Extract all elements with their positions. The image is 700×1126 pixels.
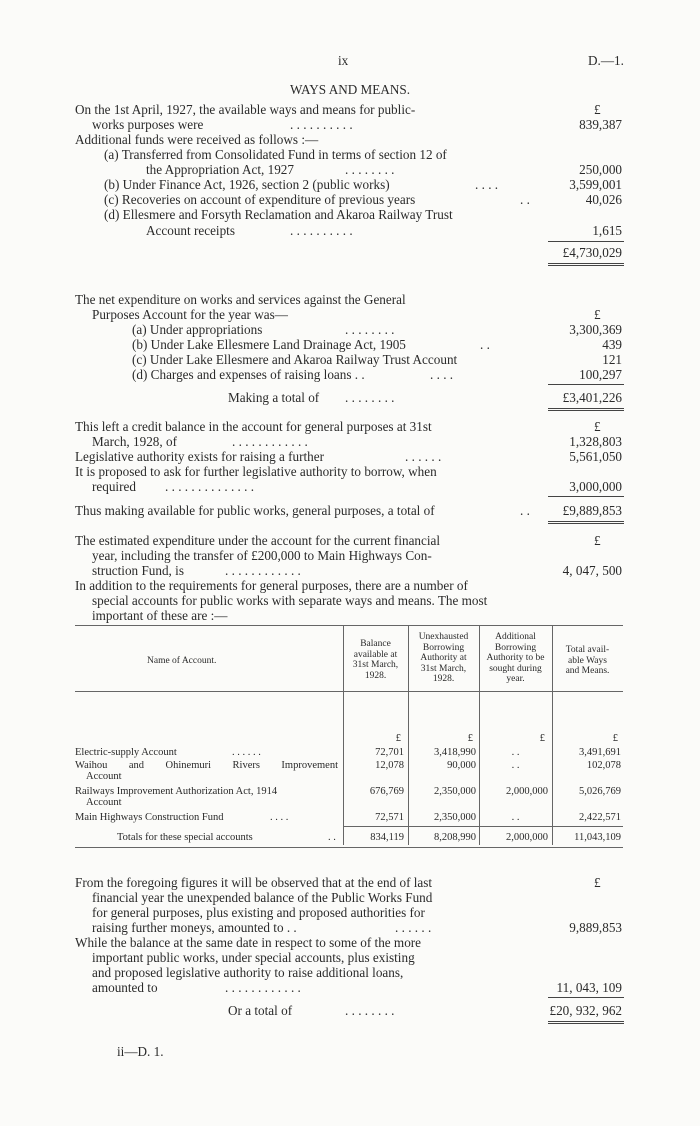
s4-line5: special accounts for public works with separate ways and means. The most [92,593,488,608]
s5-total-leader: . . . . . . . . [345,1003,395,1018]
header-total [552,645,623,677]
currency-unexhausted: £ [467,733,473,744]
s5-line6: important public works, under special accounts, plus existing [92,950,415,965]
s1-line3: Additional funds were received as follows :— [75,132,319,147]
header-balance-l1: Balance [360,639,391,649]
s2-total-label: Making a total of [228,390,320,405]
s2-total: £3,401,226 [562,390,622,405]
page-number: ix [338,53,349,68]
header-unexhausted-l4: 31st March, [420,663,467,674]
s1-item-a-line1: (a) Transferred from Consolidated Fund in terms of section 12 of [104,147,447,162]
s3-line5: required [92,479,136,494]
s2-currency: £ [594,307,601,322]
table-row-balance: 72,701 [375,747,404,758]
s2-total-leader: . . . . . . . . [345,390,395,405]
s1-item-c: (c) Recoveries on account of expenditure of previous years [104,192,416,207]
table-row-additional: . . [511,812,520,823]
s5-grand-total: £20, 932, 962 [549,1003,622,1018]
table-totals-label: Totals for these special accounts [117,832,253,843]
header-balance [343,639,408,681]
s2-line2: Purposes Account for the year was— [92,307,288,322]
s1-line2: works purposes were [92,117,204,132]
s4-line3-leader: . . . . . . . . . . . . [225,563,301,578]
s2-item-a-leader: . . . . . . . . [345,322,395,337]
s1-double-rule [548,263,624,266]
table-row-total: 5,026,769 [579,786,621,797]
header-total-l3: and Means. [565,666,610,676]
s2-item-b-amount: 439 [602,337,622,352]
table-row-unexhausted: 3,418,990 [434,747,476,758]
table-row-additional: . . [511,747,520,758]
table-row-total: 2,422,571 [579,812,621,823]
s3-line2: March, 1928, of [92,434,177,449]
s3-line2-leader: . . . . . . . . . . . . [232,434,308,449]
s1-opening-amount: 839,387 [579,117,622,132]
header-unexhausted [408,632,479,685]
s1-total: £4,730,029 [562,245,622,260]
s5-line3: for general purposes, plus existing and proposed authorities for [92,905,425,920]
s1-item-b: (b) Under Finance Act, 1926, section 2 (public works) [104,177,390,192]
s1-item-a-leader: . . . . . . . . [345,162,395,177]
table-row-name: Main Highways Construction Fund [75,812,224,823]
header-additional-l4: sought during [489,663,542,674]
s1-currency: £ [594,102,601,117]
page-title: WAYS AND MEANS. [289,82,411,97]
s5-general-amount: 9,889,853 [569,920,622,935]
table-row-leader: . . . . [270,812,289,823]
header-total-l2: able Ways [568,655,607,666]
header-additional-l2: Borrowing [494,642,537,653]
table-bottom-rule [75,847,623,848]
s5-line4: raising further moneys, amounted to . . [92,920,297,935]
s3-credit-balance-amount: 1,328,803 [569,434,622,449]
s2-item-d: (d) Charges and expenses of raising loans . . [132,367,365,382]
header-unexhausted-l5: 1928. [432,674,455,684]
header-total-l1: Total avail- [565,645,610,655]
s3-total-leader: . . [520,503,530,518]
header-additional-l5: year. [506,674,525,684]
s2-double-rule [548,408,624,411]
s5-total-label: Or a total of [228,1003,293,1018]
table-row-additional: 2,000,000 [506,786,548,797]
table-totals-additional: 2,000,000 [506,832,548,843]
table-row-balance: 72,571 [375,812,404,823]
s3-rule [548,496,624,497]
s1-item-d-line2: Account receipts [146,223,235,238]
s4-line4: In addition to the requirements for general purposes, there are a number of [75,578,468,593]
s1-item-c-leader: . . [520,192,530,207]
s2-item-b: (b) Under Lake Ellesmere Land Drainage Act, 1905 [132,337,406,352]
s3-line4: It is proposed to ask for further legislative authority to borrow, when [75,464,437,479]
table-totals-balance: 834,119 [370,832,404,843]
s1-item-d-amount: 1,615 [592,223,622,238]
s2-item-b-leader: . . [480,337,490,352]
table-row-name: Electric-supply Account [75,747,177,758]
table-row-leader: . . . . . . [232,747,261,758]
s5-currency: £ [594,875,601,890]
table-row-name-cont: Account [86,771,122,782]
table-row-total: 3,491,691 [579,747,621,758]
currency-total: £ [612,733,618,744]
s2-rule [548,384,624,385]
footer-signature-mark: ii—D. 1. [117,1044,164,1059]
s1-item-c-amount: 40,026 [585,192,622,207]
s1-item-a-line2: the Appropriation Act, 1927 [146,162,294,177]
table-row-name-cont: Account [86,797,122,808]
s3-currency: £ [594,419,601,434]
s5-line5: While the balance at the same date in respect to some of the more [75,935,422,950]
table-totals-leader: . . [328,832,336,843]
s5-line1: From the foregoing figures it will be observed that at the end of last [75,875,433,890]
s2-item-c-amount: 121 [602,352,622,367]
header-name: Name of Account. [147,656,217,666]
s4-line2: year, including the transfer of £200,000 to Main Highways Con- [92,548,432,563]
header-balance-l4: 1928. [364,670,387,681]
table-row-unexhausted: 2,350,000 [434,812,476,823]
s3-authority-amount: 5,561,050 [569,449,622,464]
s4-currency: £ [594,533,601,548]
s1-item-d-line1: (d) Ellesmere and Forsyth Reclamation and Akaroa Railway Trust [104,207,453,222]
s1-item-b-amount: 3,599,001 [569,177,622,192]
s1-item-d-leader: . . . . . . . . . . [290,223,353,238]
document-reference: D.—1. [588,53,624,68]
table-row-additional: . . [511,760,520,771]
s1-item-b-leader: . . . . [475,177,499,192]
table-header-rule [75,691,623,692]
s3-double-rule [548,521,624,524]
table-row-balance: 676,769 [369,786,404,797]
s3-line1: This left a credit balance in the account for general purposes at 31st [75,419,432,434]
s2-item-d-leader: . . . . [430,367,454,382]
header-unexhausted-l1: Unexhausted [418,632,469,642]
table-row-balance: 12,078 [375,760,404,771]
s2-item-a-amount: 3,300,369 [569,322,622,337]
s1-item-a-amount: 250,000 [579,162,622,177]
header-balance-l2: available at [353,649,398,660]
s2-item-d-amount: 100,297 [579,367,622,382]
header-additional [479,632,552,685]
s2-item-a: (a) Under appropriations [132,322,263,337]
table-row-total: 102,078 [586,760,621,771]
s3-line3-leader: . . . . . . [405,449,442,464]
s1-line1: On the 1st April, 1927, the available ways and means for public- [75,102,416,117]
table-row-name-text: Waihou and Ohinemuri Rivers Improvement [75,760,338,771]
s3-proposed-amount: 3,000,000 [569,479,622,494]
header-additional-l3: Authority to be [486,653,545,663]
s4-line6: important of these are :— [92,608,228,623]
s5-line7: and proposed legislative authority to raise additional loans, [92,965,404,980]
s3-line5-leader: . . . . . . . . . . . . . . [165,479,255,494]
header-balance-l3: 31st March, [352,660,399,670]
s4-estimated-amount: 4, 047, 500 [562,563,622,578]
s3-total-label: Thus making available for public works, general purposes, a total of [75,503,435,518]
s5-double-rule [548,1021,624,1024]
currency-balance: £ [395,733,401,744]
table-totals-unexhausted: 8,208,990 [434,832,476,843]
s5-line4-leader: . . . . . . [395,920,432,935]
s1-line2-leader: . . . . . . . . . . [290,117,353,132]
table-totals-total: 11,043,109 [574,832,621,843]
s2-item-c: (c) Under Lake Ellesmere and Akaroa Railway Trust Account [132,352,458,367]
table-totals-rule [343,826,623,827]
table-row-name [75,760,338,771]
table-top-rule [75,625,623,626]
s5-line8-leader: . . . . . . . . . . . . [225,980,301,995]
s4-line1: The estimated expenditure under the account for the current financial [75,533,441,548]
table-row-unexhausted: 2,350,000 [434,786,476,797]
table-row-unexhausted: 90,000 [447,760,476,771]
s5-line8: amounted to [92,980,158,995]
s5-rule [548,997,624,998]
s5-special-amount: 11, 043, 109 [556,980,622,995]
currency-additional: £ [539,733,545,744]
header-unexhausted-l3: Authority at [420,653,467,663]
s4-line3: struction Fund, is [92,563,184,578]
s3-total: £9,889,853 [562,503,622,518]
s5-line2: financial year the unexpended balance of the Public Works Fund [92,890,433,905]
header-additional-l1: Additional [495,632,536,642]
table-row-name: Railways Improvement Authorization Act, 1914 [75,786,278,797]
s2-line1: The net expenditure on works and services against the General [75,292,406,307]
s3-line3: Legislative authority exists for raising a further [75,449,325,464]
s1-rule [548,241,624,242]
header-unexhausted-l2: Borrowing [422,642,465,653]
